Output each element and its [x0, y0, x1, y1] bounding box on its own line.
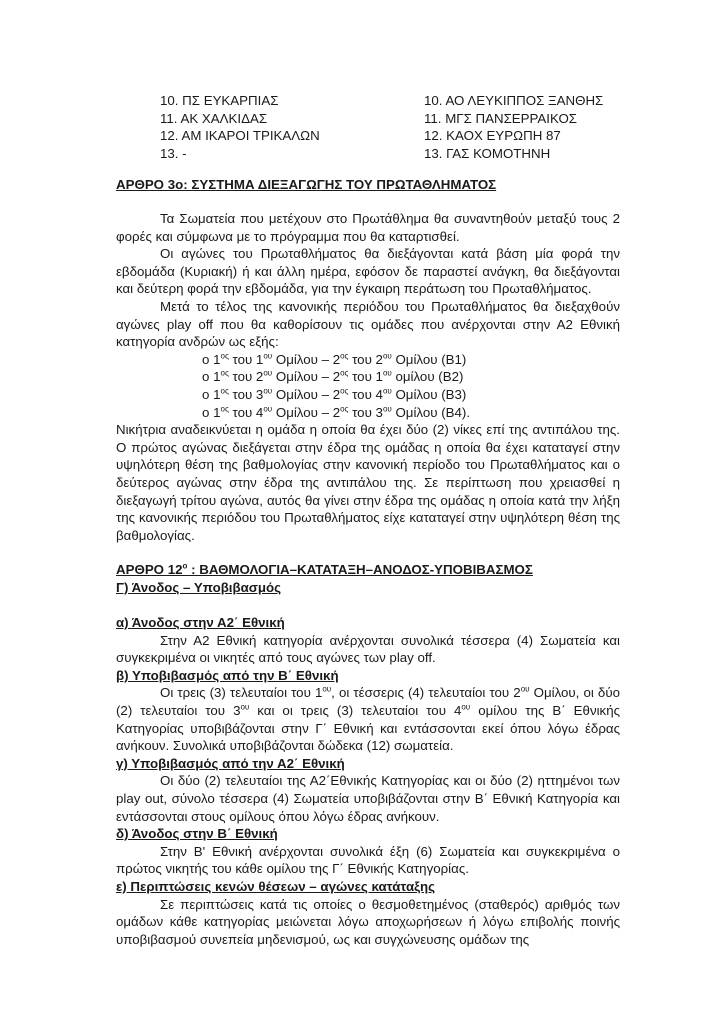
- section-g-heading: Γ) Άνοδος – Υποβιβασμός: [116, 580, 282, 595]
- section-d-text: Στην Β' Εθνική ανέρχονται συνολικά έξη (6) Σωματεία και συγκεκριμένα ο πρώτος νικητής του κάθε ομίλου της Γ΄ Εθνικής Κατηγορίας.: [116, 843, 620, 877]
- article-3-title: [116, 176, 620, 194]
- section-d-heading: δ) Άνοδος στην Β΄ Εθνική: [116, 826, 278, 842]
- team-row: [0, 145, 712, 163]
- team-row: [0, 92, 712, 110]
- team-row: [0, 110, 712, 128]
- team-left: 10. ΠΣ ΕΥΚΑΡΠΙΑΣ: [160, 93, 279, 108]
- section-c-text: Οι δύο (2) τελευταίοι της Α2΄Εθνικής Κατηγορίας και οι δύο (2) ηττημένοι των play out, σύνολο τέσσερα (4) Σωματεία υποβιβάζονται στην Β΄ Εθνική Κατηγορία και εντάσσονται στους ομίλους όπου λόγω έδρας ανήκουν.: [116, 773, 620, 824]
- section-c-heading: γ) Υποβιβασμός από την Α2΄ Εθνική: [116, 755, 345, 771]
- article-3-paragraph-3: Μετά το τέλος της κανονικής περιόδου του Πρωταθλήματος θα διεξαχθούν αγώνες play off που θα καθορίσουν τις ομάδες που ανέρχονται στην Α2 Εθνική κατηγορία ανδρών ως εξής:: [116, 298, 620, 350]
- article-3-paragraph-2: Οι αγώνες του Πρωταθλήματος θα διεξάγονται κατά βάση μία φορά την εβδομάδα (Κυριακή) ή και άλλη ημέρα, εφόσον δε παραστεί ανάγκη, θα διεξάγονται και δεύτερη φορά την εβδομάδα, για την έγκαιρη περάτωση του Πρωταθλήματος.: [116, 246, 620, 297]
- article-12-subtitle: [116, 579, 620, 597]
- article-12-heading: ΑΡΘΡΟ $12^o$ : ΒΑΘΜΟΛΟΓΙΑ–ΚΑΤΑΤΑΞΗ–ΑΝΟΔΟΣ-ΥΠΟΒΙΒΑΣΜΟΣ: [116, 561, 533, 577]
- team-left: 13. -: [160, 145, 187, 161]
- section-b-text: Οι τρεις (3) τελευταίοι του $1^{o\upsilon}$, οι τέσσερις (4) τελευταίοι του $2^{o\upsilon}$ Ομίλου, οι δύο (2) τελευταίοι του $3^{o\upsilon}$ και οι τρεις (3) τελευταίοι του $4^{o\upsilon}$ ομίλου της Β΄ Εθνικής Κατηγορίας υποβιβάζονται στην Γ΄ Εθνική και εντάσσονται εκεί όπου λόγω έδρας ανήκουν. Συνολικά υποβιβάζονται δώδεκα (12) σωματεία.: [116, 684, 620, 754]
- team-left: 12. ΑΜ ΙΚΑΡΟΙ ΤΡΙΚΑΛΩΝ: [160, 128, 320, 144]
- section-b-heading: β) Υποβιβασμός από την Β΄ Εθνική: [116, 667, 339, 683]
- team-right: 10. ΑΟ ΛΕΥΚΙΠΠΟΣ ΞΑΝΘΗΣ: [424, 93, 604, 108]
- section-a-text: Στην Α2 Εθνική κατηγορία ανέρχονται συνολικά τέσσερα (4) Σωματεία και συγκεκριμένα οι νικητές από τους αγώνες των play off.: [116, 632, 620, 666]
- playoff-match-b4: ο $1^{o\varsigma}$ του $4^{o\upsilon}$ Ομίλου – $2^{o\varsigma}$ του $3^{o\upsilon}$ Ομίλου (Β4).: [202, 404, 471, 420]
- article-3-paragraph-1: Τα Σωματεία που μετέχουν στο Πρωτάθλημα θα συναντηθούν μεταξύ τους 2 φορές και σύμφωνα με το πρόγραμμα που θα καταρτισθεί.: [116, 211, 620, 244]
- article-3-body: [116, 210, 620, 544]
- playoff-match-b3: ο $1^{o\varsigma}$ του $3^{o\upsilon}$ Ομίλου – $2^{o\varsigma}$ του $4^{o\upsilon}$ Ομίλου (Β3): [202, 386, 467, 402]
- team-right: 13. ΓΑΣ ΚΟΜΟΤΗΝΗ: [424, 145, 551, 161]
- team-right: 11. ΜΓΣ ΠΑΝΣΕΡΡΑΙΚΟΣ: [424, 110, 578, 126]
- team-list: [0, 92, 712, 162]
- section-a-heading: α) Άνοδος στην Α2΄ Εθνική: [116, 615, 285, 630]
- article-12-body: [116, 614, 620, 948]
- team-left: 11. ΑΚ ΧΑΛΚΙΔΑΣ: [160, 110, 268, 126]
- playoff-match-b2: ο $1^{o\varsigma}$ του $2^{o\upsilon}$ Ομίλου – $2^{o\varsigma}$ του $1^{o\upsilon}$ ομίλου (Β2): [202, 368, 464, 385]
- team-row: [0, 127, 712, 145]
- article-3-paragraph-4: Νικήτρια αναδεικνύεται η ομάδα η οποία θα έχει δύο (2) νίκες επί της αντιπάλου της. Ο πρώτος αγώνας διεξάγεται στην έδρα της ομάδας η οποία θα έχει καταταγεί στην υψηλότερη θέση της βαθμολογίας στην κανονική περίοδο του Πρωταθλήματος και ο δεύτερος αγώνας στην έδρα της αντιπάλου της. Σε περίπτωση που χρειασθεί η διεξαγωγή τρίτου αγώνα, αυτός θα γίνει στην έδρα της ομάδας η οποία κατά την λήξη της κανονικής περιόδου του Πρωταθλήματος είχε καταταγεί στην υψηλότερη θέση της βαθμολογίας.: [116, 422, 620, 543]
- article-3-heading: ΑΡΘΡΟ 3ο: ΣΥΣΤΗΜΑ ΔΙΕΞΑΓΩΓΗΣ ΤΟΥ ΠΡΩΤΑΘΛΗΜΑΤΟΣ: [116, 177, 497, 192]
- team-right: 12. ΚΑΟΧ ΕΥΡΩΠΗ 87: [424, 128, 561, 144]
- section-e-heading: ε) Περιπτώσεις κενών θέσεων – αγώνες κατάταξης: [116, 878, 436, 894]
- playoff-match-b1: ο $1^{o\varsigma}$ του $1^{o\upsilon}$ Ομίλου – $2^{o\varsigma}$ του $2^{o\upsilon}$ Ομίλου (Β1): [202, 351, 467, 367]
- article-12-title: [116, 561, 620, 579]
- section-e-text: Σε περιπτώσεις κατά τις οποίες ο θεσμοθετημένος (σταθερός) αριθμός των ομάδων κάθε κατηγορίας μειώνεται λόγω αποχωρήσεων ή λόγω επιβολής ποινής υποβιβασμού συνεπεία μηδενισμού, ως και συγχώνευσης ομάδων της: [116, 896, 620, 947]
